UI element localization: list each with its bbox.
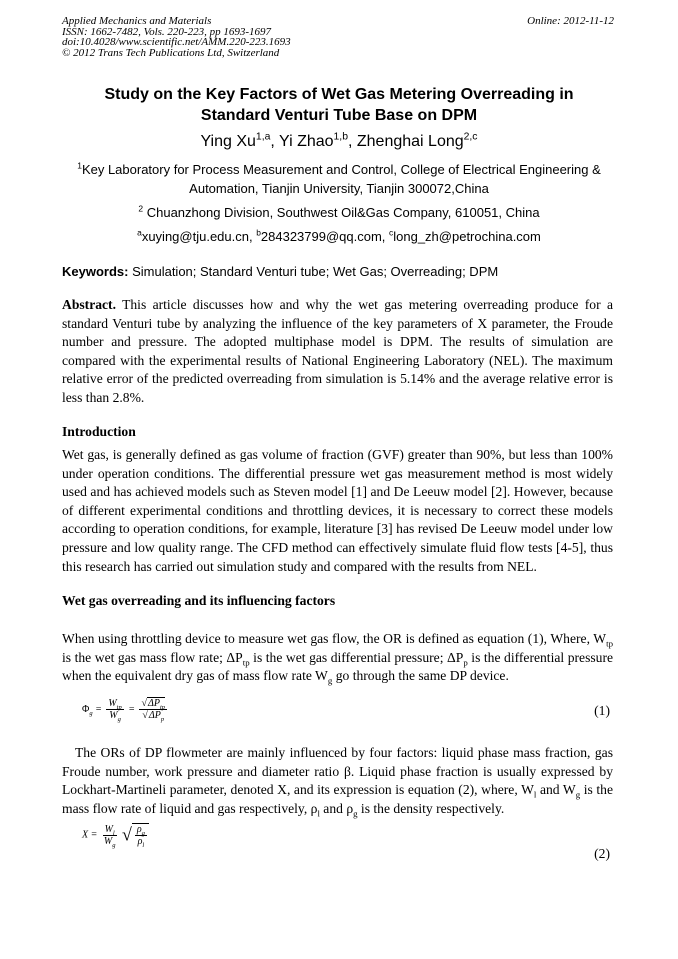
text: is the wet gas mass flow rate; ΔP — [62, 649, 243, 665]
section-heading-introduction: Introduction — [62, 424, 136, 439]
equation-1: $\Phi_g$ = $\frac{W_{tp}}{W_g}$ = $\frac{√\Delta P_{tp}}{√\Delta P_p}$ — [82, 698, 166, 723]
section-heading-overreading: Wet gas overreading and its influencing factors — [62, 593, 336, 608]
affil-sup: 1 — [77, 160, 82, 171]
email-link[interactable]: 284323799@qq.com, — [260, 229, 390, 244]
email-sup: c — [389, 227, 394, 238]
equation-2: X = $\frac{W_l}{W_g}$ √ $\frac{\rho_g}{\rho_l}$ — [82, 823, 149, 847]
sub: g — [327, 675, 333, 686]
eq-fraction — [102, 824, 118, 847]
journal-header — [62, 16, 291, 58]
eq-sub: l — [112, 829, 115, 837]
text: is the density respectively. — [357, 800, 505, 816]
eq-symbol: W — [103, 835, 113, 847]
eq-sub: g — [89, 709, 93, 717]
text: is the mass flow rate of liquid and gas respectively, ρ — [62, 782, 613, 816]
sub: l — [317, 808, 320, 819]
sub: tp — [606, 638, 613, 649]
affil-text: Chuanzhong Division, Southwest Oil&Gas Company, 610051, China — [143, 205, 540, 220]
eq-symbol: Φ — [82, 703, 90, 715]
author-name: Yi Zhao — [278, 133, 334, 150]
author-list: Ying Xu$^{1,a}$, Yi Zhao$^{1,b}$, Zhenghai Long$^{2,c}$ — [200, 131, 478, 150]
text: The ORs of DP flowmeter are mainly influenced by four factors: liquid phase mass fraction, gas Froude number, work pressure and diameter ratio β. Liquid phase fraction is usually expressed by Lockhart-Martineli parameter, denoted X, and its expression is equation (2), where, W — [62, 745, 613, 798]
emails — [0, 227, 678, 246]
text: is the wet gas differential pressure; ΔP — [249, 649, 464, 665]
keywords-text: Simulation; Standard Venturi tube; Wet Gas; Overreading; DPM — [128, 264, 499, 279]
text: go through the same DP device. — [332, 668, 509, 684]
eq-fraction — [135, 824, 147, 847]
keywords-label: Keywords: — [62, 264, 129, 279]
affil-text: Automation, Tianjin University, Tianjin 300072,China — [189, 181, 489, 196]
eq-symbol: ΔP — [148, 710, 161, 721]
eq-symbol: ρ — [137, 836, 143, 847]
abstract-label: Abstract. — [62, 297, 116, 312]
eq-fraction: $\frac{√\Delta P_{tp}}{√\Delta P_p}$ — [141, 698, 166, 723]
equation-number-1: (1) — [594, 703, 610, 718]
sub: tp — [242, 657, 250, 668]
affil-text: Key Laboratory for Process Measurement and Control, College of Electrical Engineering & — [81, 162, 601, 177]
eq-sub: tp — [116, 704, 122, 711]
eq-symbol: W — [108, 698, 117, 709]
text: and ρ — [319, 800, 354, 816]
paper-title-line1: Study on the Key Factors of Wet Gas Metering Overreading in — [104, 86, 574, 103]
sub: g — [575, 789, 581, 800]
text: is the differential pressure when the equivalent dry gas of mass flow rate W — [62, 649, 614, 684]
eq-symbol: ρ — [136, 824, 142, 835]
eq-symbol: ΔP — [147, 698, 160, 709]
author-name: Zhenghai Long — [356, 133, 464, 150]
eq-sub: tp — [159, 704, 166, 711]
keywords — [62, 264, 498, 279]
email-link[interactable]: long_zh@petrochina.com — [393, 229, 541, 244]
eq-symbol: W — [109, 710, 118, 721]
eq-sub: l — [142, 842, 145, 849]
affil-sup: 2 — [138, 203, 144, 214]
email-sup: b — [256, 227, 261, 238]
author-name: Ying Xu — [200, 133, 256, 150]
text: and W — [536, 782, 576, 798]
sub: p — [463, 657, 468, 668]
paragraph-factors — [62, 744, 613, 818]
issn: ISSN: 1662-7482, Vols. 220-223, pp 1693-1697 — [62, 25, 271, 38]
paragraph-or-definition — [62, 630, 613, 686]
affiliation-2 — [0, 203, 678, 222]
eq-sub: g — [112, 841, 116, 849]
sub: l — [533, 789, 537, 800]
journal-name: Applied Mechanics and Materials — [62, 15, 212, 27]
eq-sub: g — [141, 830, 145, 837]
abstract-text: This article discusses how and why the wet gas metering overreading produce for a standard Venturi tube by analyzing the influence of the key parameters of X parameter, the Froude number and pressure. The adopted multiphase model is DPM. The results of simulation are compared with the experimental results of National Engineering Laboratory (NEL). The maximum relative error of the predicted overreading from simulation is 5.14% and the average relative error is less than 2.8%. — [62, 297, 613, 405]
eq-symbol: W — [104, 823, 113, 835]
sub: g — [353, 808, 358, 819]
author-sup: 1,b — [333, 131, 348, 143]
eq-sub: p — [160, 716, 165, 723]
eq-fraction — [106, 698, 123, 721]
author-sup: 2,c — [463, 131, 478, 143]
author-sup: 1,a — [255, 131, 271, 143]
email-link[interactable]: xuying@tju.edu.cn, — [141, 229, 257, 244]
eq-symbol: X — [82, 829, 89, 841]
eq-sub: g — [117, 716, 121, 723]
online-date: Online: 2012-11-12 — [527, 15, 614, 27]
abstract — [62, 296, 613, 408]
equation-number-2: (2) — [594, 846, 610, 861]
email-sup: a — [137, 227, 142, 238]
doi-link[interactable]: doi:10.4028/www.scientific.net/AMM.220-223.1693 — [62, 36, 291, 48]
affiliation-1 — [0, 160, 678, 198]
copyright: © 2012 Trans Tech Publications Ltd, Switzerland — [62, 46, 280, 59]
text: When using throttling device to measure wet gas flow, the OR is defined as equation (1), Where, W — [62, 631, 607, 646]
introduction-text: Wet gas, is generally defined as gas volume of fraction (GVF) greater than 90%, but less than 100% under operation conditions. The differential pressure wet gas measurement method is most widely used and has achieved models such as Steven model [1] and De Leeuw model [2]. However, because of different experimental conditions and throttling devices, it is necessary to correct these models according to operation conditions, for example, literature [3] has revised De Leeuw model under low pressure and low quality range. The CFD method can effectively simulate fluid flow tests [4-5], thus this research has carried out simulation study and compared with the results from NEL. — [62, 447, 613, 574]
paper-title-line2: Standard Venturi Tube Base on DPM — [200, 107, 478, 124]
